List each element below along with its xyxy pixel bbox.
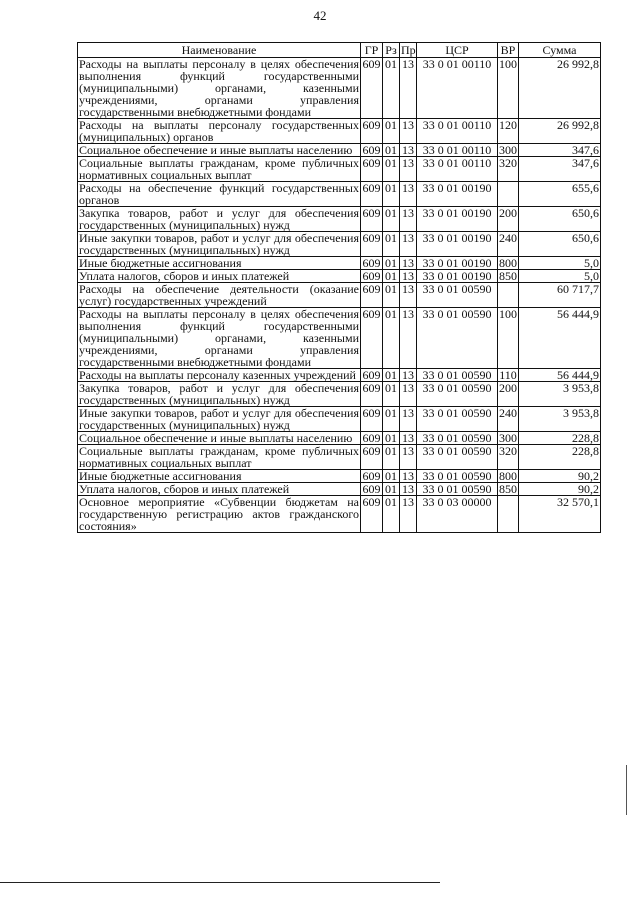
cell-sum: 228,8 — [519, 445, 601, 470]
cell-name: Расходы на обеспечение функций государственных органов — [79, 181, 359, 207]
cell-vr: 110 — [499, 368, 517, 382]
cell-gr: 609 — [361, 382, 383, 407]
cell-name: Основное мероприятие «Субвенции бюджетам на государственную регистрацию актов гражданского состояния» — [79, 495, 359, 533]
cell-csr: 33 0 01 00590 — [417, 369, 498, 382]
cell-name: Социальное обеспечение и иные выплаты населению — [78, 144, 361, 157]
cell-name: Расходы на выплаты персоналу государственных (муниципальных) органов — [79, 118, 359, 144]
cell-pr: 13 — [400, 144, 417, 157]
cell-rz: 01 — [383, 407, 400, 432]
table-body — [78, 58, 601, 533]
table-row — [78, 157, 601, 182]
cell-vr — [498, 496, 519, 533]
cell-vr: 800 — [499, 469, 517, 483]
cell-pr: 13 — [400, 470, 417, 483]
cell-csr: 33 0 01 00190 — [417, 257, 498, 270]
table-row — [78, 445, 601, 470]
cell-csr: 33 0 01 00590 — [417, 432, 498, 445]
cell-vr: 200 — [498, 207, 519, 232]
cell-vr: 200 — [498, 382, 519, 407]
cell-name: Расходы на выплаты персоналу в целях обеспечения выполнения функций государственными (муниципальными) органами, казенными учреждениями, органами управления государственными внебюджетными фондами — [79, 307, 359, 369]
cell-csr: 33 0 03 00000 — [417, 496, 498, 533]
table-row — [78, 369, 601, 382]
table-row — [78, 119, 601, 144]
cell-rz: 01 — [383, 382, 400, 407]
cell-vr: 850 — [499, 482, 517, 496]
cell-pr: 13 — [400, 257, 417, 270]
cell-csr: 33 0 01 00590 — [417, 445, 498, 470]
cell-pr: 13 — [400, 496, 417, 533]
cell-sum: 90,2 — [519, 483, 601, 496]
cell-name: Социальные выплаты гражданам, кроме публичных нормативных социальных выплат — [79, 156, 359, 182]
cell-vr: 850 — [499, 269, 517, 283]
cell-csr: 33 0 01 00190 — [417, 232, 498, 257]
cell-rz: 01 — [383, 283, 400, 308]
cell-pr: 13 — [400, 445, 417, 470]
table-row — [78, 496, 601, 533]
cell-pr: 13 — [400, 182, 417, 207]
cell-rz: 01 — [383, 232, 400, 257]
cell-name: Уплата налогов, сборов и иных платежей — [78, 270, 361, 283]
table-row — [78, 470, 601, 483]
cell-gr: 609 — [362, 482, 381, 496]
cell-sum: 228,8 — [519, 432, 601, 445]
page-number: 42 — [313, 8, 327, 23]
cell-rz: 01 — [383, 182, 400, 207]
cell-vr: 120 — [498, 119, 519, 144]
header-rz: Рз — [383, 43, 400, 58]
table-row — [78, 182, 601, 207]
cell-rz: 01 — [383, 432, 400, 445]
cell-csr: 33 0 01 00590 — [417, 483, 498, 496]
cell-csr: 33 0 01 00590 — [417, 382, 498, 407]
cell-pr: 13 — [400, 382, 417, 407]
cell-sum: 90,2 — [519, 470, 601, 483]
cell-name: Расходы на выплаты персоналу казенных учреждений — [78, 369, 361, 382]
cell-rz: 01 — [383, 157, 400, 182]
cell-vr: 300 — [499, 143, 517, 157]
cell-rz: 01 — [383, 58, 400, 119]
footer-rule — [0, 882, 440, 883]
cell-pr: 13 — [400, 157, 417, 182]
cell-rz: 01 — [383, 207, 400, 232]
cell-name: Расходы на выплаты персоналу в целях обеспечения выполнения функций государственными (муниципальными) органами, казенными учреждениями, органами управления государственными внебюджетными фондами — [79, 57, 359, 119]
cell-gr: 609 — [361, 283, 383, 308]
cell-sum: 5,0 — [519, 270, 601, 283]
cell-csr: 33 0 01 00190 — [417, 270, 498, 283]
cell-vr: 800 — [499, 256, 517, 270]
header-csr: ЦСР — [417, 43, 498, 58]
cell-gr: 609 — [361, 496, 383, 533]
table-row — [78, 257, 601, 270]
cell-pr: 13 — [400, 270, 417, 283]
header-name: Наименование — [78, 43, 361, 58]
cell-vr: 100 — [498, 58, 519, 119]
margin-mark — [626, 765, 627, 815]
header-vr: ВР — [498, 43, 519, 58]
cell-rz: 01 — [383, 257, 400, 270]
cell-sum: 26 992,8 — [519, 119, 601, 144]
cell-sum: 3 953,8 — [519, 382, 601, 407]
cell-rz: 01 — [383, 369, 400, 382]
table-row — [78, 232, 601, 257]
table-row — [78, 407, 601, 432]
cell-sum: 56 444,9 — [519, 308, 601, 369]
cell-rz: 01 — [383, 270, 400, 283]
cell-pr: 13 — [400, 207, 417, 232]
cell-sum: 32 570,1 — [519, 496, 601, 533]
cell-gr: 609 — [361, 58, 383, 119]
cell-pr: 13 — [400, 119, 417, 144]
table-row — [78, 270, 601, 283]
cell-gr: 609 — [361, 445, 383, 470]
cell-gr: 609 — [362, 269, 381, 283]
cell-vr: 300 — [499, 431, 517, 445]
cell-name: Социальные выплаты гражданам, кроме публичных нормативных социальных выплат — [79, 444, 359, 470]
cell-vr: 240 — [498, 407, 519, 432]
cell-name: Иные закупки товаров, работ и услуг для обеспечения государственных (муниципальных) нужд — [79, 231, 359, 257]
cell-sum: 3 953,8 — [519, 407, 601, 432]
cell-name: Закупка товаров, работ и услуг для обеспечения государственных (муниципальных) нужд — [79, 206, 359, 232]
table-row — [78, 144, 601, 157]
budget-table — [77, 42, 601, 533]
header-sum: Сумма — [519, 43, 601, 58]
cell-rz: 01 — [383, 119, 400, 144]
cell-vr: 320 — [498, 157, 519, 182]
cell-csr: 33 0 01 00590 — [417, 308, 498, 369]
cell-vr — [498, 283, 519, 308]
cell-pr: 13 — [400, 283, 417, 308]
table-row — [78, 207, 601, 232]
cell-csr: 33 0 01 00110 — [417, 157, 498, 182]
cell-sum: 650,6 — [519, 207, 601, 232]
cell-gr: 609 — [362, 368, 381, 382]
cell-gr: 609 — [361, 207, 383, 232]
cell-gr: 609 — [361, 308, 383, 369]
cell-csr: 33 0 01 00110 — [417, 58, 498, 119]
cell-gr: 609 — [361, 182, 383, 207]
cell-vr — [498, 182, 519, 207]
cell-sum: 60 717,7 — [519, 283, 601, 308]
cell-gr: 609 — [362, 469, 381, 483]
table-row — [78, 432, 601, 445]
cell-sum: 650,6 — [519, 232, 601, 257]
cell-csr: 33 0 01 00590 — [417, 283, 498, 308]
cell-gr: 609 — [361, 119, 383, 144]
cell-pr: 13 — [400, 308, 417, 369]
table-row — [78, 58, 601, 119]
cell-name: Иные бюджетные ассигнования — [78, 257, 361, 270]
cell-csr: 33 0 01 00110 — [417, 144, 498, 157]
cell-name: Уплата налогов, сборов и иных платежей — [78, 483, 361, 496]
cell-rz: 01 — [383, 470, 400, 483]
cell-csr: 33 0 01 00190 — [417, 207, 498, 232]
cell-sum: 347,6 — [519, 144, 601, 157]
cell-rz: 01 — [383, 445, 400, 470]
cell-sum: 5,0 — [519, 257, 601, 270]
cell-csr: 33 0 01 00590 — [417, 470, 498, 483]
table-row — [78, 483, 601, 496]
table-row — [78, 308, 601, 369]
cell-vr: 320 — [498, 445, 519, 470]
cell-rz: 01 — [383, 308, 400, 369]
cell-csr: 33 0 01 00590 — [417, 407, 498, 432]
cell-pr: 13 — [400, 407, 417, 432]
table-row — [78, 283, 601, 308]
cell-rz: 01 — [383, 144, 400, 157]
cell-rz: 01 — [383, 496, 400, 533]
cell-gr: 609 — [361, 157, 383, 182]
cell-gr: 609 — [362, 143, 381, 157]
header-row — [78, 43, 601, 58]
header-gr: ГР — [361, 43, 383, 58]
cell-gr: 609 — [361, 407, 383, 432]
cell-csr: 33 0 01 00110 — [417, 119, 498, 144]
table-row — [78, 382, 601, 407]
cell-name: Иные бюджетные ассигнования — [78, 470, 361, 483]
cell-name: Иные закупки товаров, работ и услуг для обеспечения государственных (муниципальных) нужд — [79, 406, 359, 432]
cell-pr: 13 — [400, 483, 417, 496]
cell-gr: 609 — [362, 431, 381, 445]
cell-sum: 655,6 — [519, 182, 601, 207]
cell-name: Расходы на обеспечение деятельности (оказание услуг) государственных учреждений — [79, 282, 359, 308]
cell-sum: 56 444,9 — [519, 369, 601, 382]
cell-pr: 13 — [400, 369, 417, 382]
cell-vr: 100 — [498, 308, 519, 369]
cell-csr: 33 0 01 00190 — [417, 182, 498, 207]
cell-gr: 609 — [361, 232, 383, 257]
cell-sum: 347,6 — [519, 157, 601, 182]
cell-name: Закупка товаров, работ и услуг для обеспечения государственных (муниципальных) нужд — [79, 381, 359, 407]
cell-sum: 26 992,8 — [519, 58, 601, 119]
cell-pr: 13 — [400, 58, 417, 119]
cell-name: Социальное обеспечение и иные выплаты населению — [78, 432, 361, 445]
cell-pr: 13 — [400, 232, 417, 257]
cell-pr: 13 — [400, 432, 417, 445]
cell-gr: 609 — [362, 256, 381, 270]
table-header — [78, 43, 601, 58]
cell-vr: 240 — [498, 232, 519, 257]
cell-rz: 01 — [383, 483, 400, 496]
header-pr: Пр — [401, 43, 416, 57]
